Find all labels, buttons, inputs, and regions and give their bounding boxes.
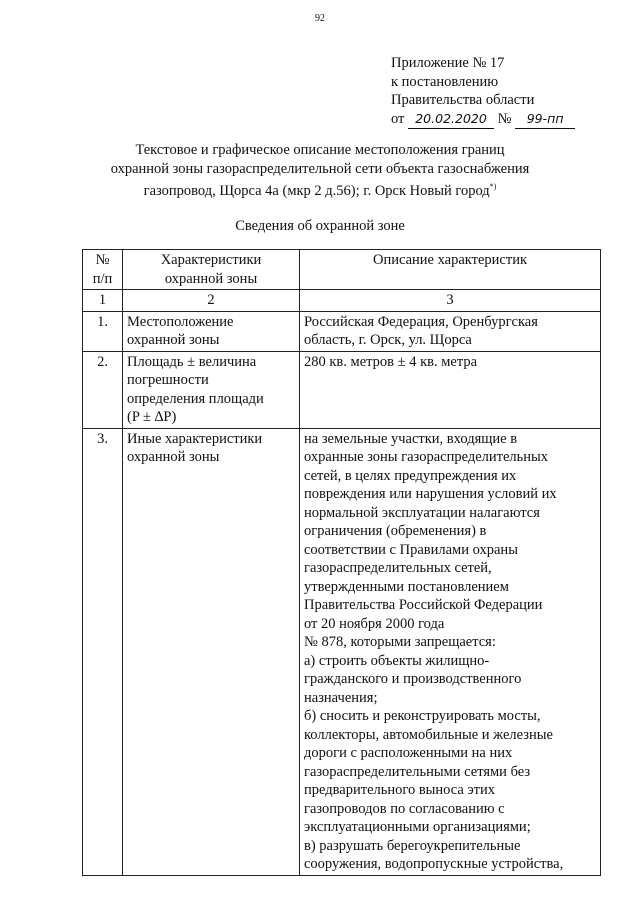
row-description	[300, 311, 601, 351]
row-number: 1.	[83, 311, 123, 351]
appendix-line-2: к постановлению	[391, 73, 499, 90]
header-char-line-2: охранной зоны	[164, 270, 258, 287]
footnote-mark: *)	[489, 182, 497, 191]
text-line: Местоположение	[127, 313, 234, 330]
text-line: назначения;	[304, 689, 378, 706]
text-line: Иные характеристики	[127, 430, 263, 447]
row-characteristic	[123, 311, 300, 351]
page-number: 92	[315, 13, 325, 24]
header-num-line-2: п/п	[92, 270, 113, 287]
text-line: утвержденными постановлением	[304, 578, 509, 595]
column-number-row	[83, 290, 601, 312]
text-line: газопроводов по согласованию с	[304, 800, 505, 817]
row-characteristic	[123, 428, 300, 875]
appendix-date-line	[391, 110, 575, 130]
row-description	[300, 351, 601, 428]
text-line: предварительного выноса этих	[304, 782, 496, 798]
title-line-1: Текстовое и графическое описание местоположения границ	[135, 142, 505, 158]
table-row	[83, 351, 601, 428]
row-number: 2.	[83, 351, 123, 428]
text-line: ограничения (обременения) в	[304, 523, 487, 539]
text-line: от 20 ноября 2000 года	[304, 615, 445, 632]
text-line: сетей, в целях предупреждения их	[304, 467, 517, 484]
title-line-3	[0, 178, 640, 201]
appendix-block	[391, 54, 575, 129]
text-line: (P ± ∆P)	[127, 409, 177, 425]
text-line: нормальной эксплуатации налагаются	[304, 504, 540, 521]
header-char-line-1: Характеристики	[160, 252, 262, 268]
row-characteristic	[123, 351, 300, 428]
text-line: коллекторы, автомобильные и железные	[304, 726, 553, 743]
text-line: охранной зоны	[127, 332, 220, 348]
table-row	[83, 428, 601, 875]
text-line: на земельные участки, входящие в	[304, 430, 518, 447]
text-line: эксплуатационными организациями;	[304, 819, 531, 835]
row-description	[300, 428, 601, 875]
appendix-title: Приложение № 17	[391, 55, 505, 71]
column-number: 1	[83, 290, 123, 312]
text-line: повреждения или нарушения условий их	[304, 486, 557, 502]
text-line: гражданского и производственного	[304, 671, 522, 687]
row-number: 3.	[83, 428, 123, 875]
text-line: в) разрушать берегоукрепительные	[304, 837, 521, 854]
text-line: Площадь ± величина	[127, 353, 257, 370]
text-line: соответствии с Правилами охраны	[304, 541, 518, 558]
text-line: Правительства Российской Федерации	[304, 597, 543, 613]
header-characteristics	[123, 250, 300, 290]
column-number: 2	[123, 290, 300, 312]
table-row	[83, 311, 601, 351]
header-num-line-1: №	[95, 252, 110, 268]
text-line: Российская Федерация, Оренбургская	[304, 313, 538, 330]
table-header-row	[83, 250, 601, 290]
title-line-2: охранной зоны газораспределительной сети объекта газоснабжения	[110, 160, 530, 177]
appendix-line-3: Правительства области	[391, 92, 535, 108]
text-line: газораспределительными сетями без	[304, 763, 531, 780]
text-line: № 878, которыми запрещается:	[304, 634, 496, 650]
text-line: определения площади	[127, 390, 264, 407]
document-title	[0, 141, 640, 201]
text-line: область, г. Орск, ул. Щорса	[304, 332, 472, 348]
appendix-from-label: от	[391, 110, 405, 127]
text-line: охранной зоны	[127, 449, 220, 465]
text-line: газораспределительных сетей,	[304, 560, 492, 576]
text-line: а) строить объекты жилищно-	[304, 652, 490, 669]
header-num	[83, 250, 123, 290]
text-line: б) сносить и реконструировать мосты,	[304, 708, 541, 724]
handwritten-number: 99-пп	[515, 110, 575, 130]
appendix-number-label: №	[497, 110, 512, 127]
column-number: 3	[300, 290, 601, 312]
text-line: дороги с расположенными на них	[304, 745, 513, 761]
handwritten-date: 20.02.2020	[408, 110, 494, 130]
text-line: 280 кв. метров ± 4 кв. метра	[304, 353, 478, 370]
text-line: сооружения, водопропускные устройства,	[304, 856, 564, 872]
text-line: охранные зоны газораспределительных	[304, 449, 549, 465]
zone-info-table	[82, 249, 601, 876]
header-description: Описание характеристик	[300, 250, 601, 290]
section-subtitle: Сведения об охранной зоне	[235, 218, 405, 234]
text-line: погрешности	[127, 372, 209, 388]
title-line-3-text: газопровод, Щорса 4а (мкр 2 д.56); г. Орск Новый город	[143, 183, 490, 199]
